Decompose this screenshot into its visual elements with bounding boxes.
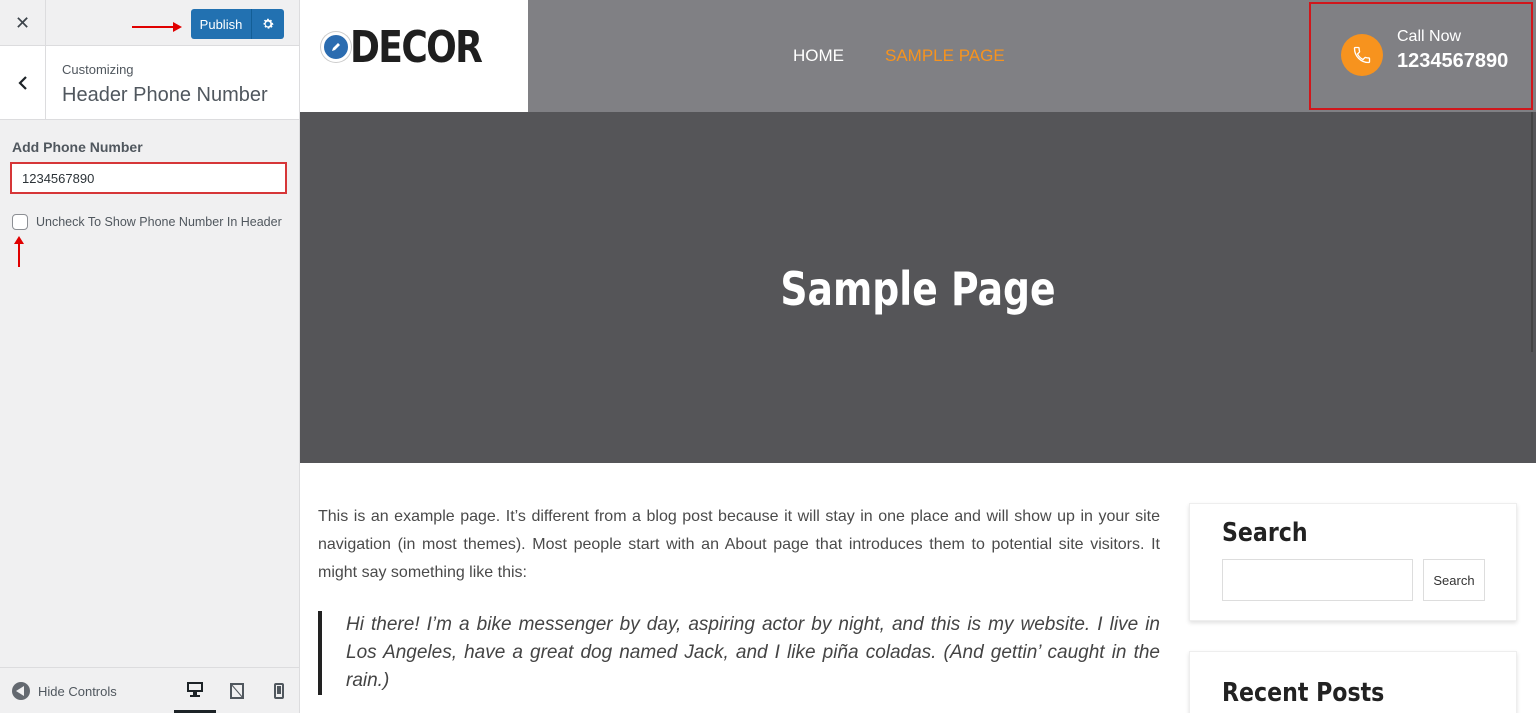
breadcrumb: Customizing bbox=[62, 62, 134, 77]
search-input[interactable] bbox=[1222, 559, 1413, 601]
call-now-label: Call Now bbox=[1397, 28, 1462, 45]
site-header bbox=[300, 0, 1536, 112]
publish-group bbox=[191, 9, 284, 39]
recent-posts-title: Recent Posts bbox=[1222, 678, 1385, 708]
customizer-topbar bbox=[0, 0, 299, 46]
customizer-footer bbox=[0, 667, 299, 713]
show-phone-checkbox-label: Uncheck To Show Phone Number In Header bbox=[36, 215, 282, 229]
phone-toggle-row bbox=[12, 214, 282, 230]
phone-field-label: Add Phone Number bbox=[12, 139, 143, 155]
tablet-preview-icon[interactable] bbox=[216, 668, 258, 713]
nav-sample-page[interactable]: SAMPLE PAGE bbox=[885, 46, 1005, 65]
back-chevron-icon[interactable] bbox=[0, 46, 46, 119]
publish-settings-gear-icon[interactable] bbox=[252, 9, 284, 39]
section-title: Header Phone Number bbox=[62, 84, 268, 106]
annotation-arrow-up bbox=[18, 243, 20, 267]
search-widget-title: Search bbox=[1222, 518, 1308, 548]
customizer-sidebar bbox=[0, 0, 300, 713]
hide-controls-button[interactable] bbox=[12, 682, 117, 700]
annotation-arrow-right bbox=[132, 26, 174, 28]
page-quote: Hi there! I’m a bike messenger by day, aspiring actor by night, and this is my website. I live in Los Angeles, have a great dog named Jack, and I like piña coladas. (And gettin’ caught in the rain.) bbox=[318, 611, 1160, 695]
mobile-preview-icon[interactable] bbox=[258, 668, 300, 713]
nav-home[interactable]: HOME bbox=[793, 46, 844, 65]
page-title: Sample Page bbox=[780, 262, 1056, 316]
desktop-preview-icon[interactable] bbox=[174, 668, 216, 713]
recent-posts-widget bbox=[1189, 651, 1517, 713]
phone-icon bbox=[1341, 34, 1383, 76]
scrollbar[interactable] bbox=[1531, 112, 1533, 352]
phone-number-input[interactable] bbox=[10, 162, 287, 194]
header-phone-box bbox=[1309, 2, 1533, 110]
section-header bbox=[0, 46, 299, 120]
show-phone-checkbox[interactable] bbox=[12, 214, 28, 230]
hero-banner bbox=[300, 112, 1536, 463]
publish-button[interactable]: Publish bbox=[191, 9, 252, 39]
hide-controls-label: Hide Controls bbox=[38, 683, 117, 699]
page-paragraph: This is an example page. It’s different from a blog post because it will stay in one place and will show up in your site navigation (in most themes). Most people start with an About page that introduces them to potential site visitors. It might say something like this: bbox=[318, 508, 1160, 581]
site-logo[interactable] bbox=[300, 0, 528, 112]
pencil-icon bbox=[321, 32, 351, 62]
search-widget bbox=[1189, 503, 1517, 621]
site-preview bbox=[300, 0, 1536, 713]
collapse-icon bbox=[12, 682, 30, 700]
call-now-number[interactable]: 1234567890 bbox=[1397, 50, 1509, 72]
search-button[interactable]: Search bbox=[1423, 559, 1485, 601]
logo-text: DECOR bbox=[350, 22, 482, 73]
close-icon[interactable]: ✕ bbox=[0, 0, 46, 46]
